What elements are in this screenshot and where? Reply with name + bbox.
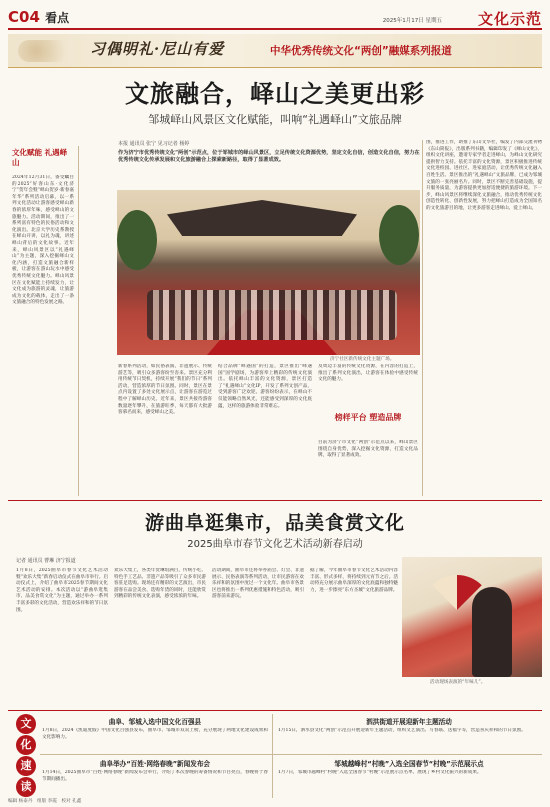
story1-column-1: 新春系列活动，如民俗表演、非遗展示、传统游艺等，吸引众多游客纷至沓来。景区充分利用传统节日契机，持续开展“我们的节日”系列活动，营造浓厚的节日氛围。同时，景区在景点内设置了多处文化展示点，让游客在游览过程中了解峄山历史。近年来，景区共接待游客数量逐年攀升，在旅游旺季，每天都有大批游客慕名而来，感受峄山之美。 (118, 364, 212, 416)
photo-tree (379, 205, 419, 265)
brief-body: 1月15日，泗水县文化“两创”示范点开展迎新年主题活动，组织文艺演出、写春联、送福字等，营造喜庆祥和的节日氛围。 (278, 728, 526, 733)
issue-date: 2025年1月17日 星期五 (382, 18, 442, 24)
story1-lead: 作为济宁市优秀传统文化“两创”示范点，位于邹城市的峄山风景区，立足传统文化资源优势，坚定文化自信，创造文化自信，努力在优秀传统文化传承发展和文化旅游融合上探索新路径，取得了显著成效。 (118, 150, 420, 164)
column-divider (422, 140, 423, 496)
brief-body: 1月7日，邹城市越峰村“村晚”入选全国春节“村晚”示范展示点名单，展现了乡村文化振兴的新成果。 (278, 770, 482, 775)
story1-headline: 文旅融合，峄山之美更出彩 (125, 80, 425, 108)
story2-column-4: 据了解，今年曲阜市春节文化艺术活动内容丰富、形式多样，将持续到元宵节之后。活动将充分展示曲阜深厚的文化底蕴和独特魅力，进一步擦亮“东方圣城”文化旅游品牌。 (310, 568, 398, 593)
side-story-title: 文化赋能 礼遇峄山 (12, 148, 68, 167)
brief-title: 邹城越峰村“村晚”入选全国春节“村晚”示范展示点 (334, 760, 484, 768)
story1-column-3-top: 及周边丰富的传统文化资源，在内容的打造上，推出了系列文化演出，让游客在体验中感受传统文化的魅力。 (318, 364, 418, 383)
briefs-label-char: 读 (16, 777, 36, 797)
briefs-label-char: 化 (16, 735, 36, 755)
story1-column-2: 结合品牌“峄遇国”的打造，景区推出“峄遇国”国学剧场，为游客奉上精彩的传统文化演出。依托峄山丰富的文化资源，景区打造了“礼遇峄山”文化IP，开发了系列文创产品，受到游客广泛欢迎。游客纷纷表示，在峄山不仅能领略自然风光，还能感受到深厚的文化底蕴，这样的旅游体验非常难忘。 (218, 364, 312, 409)
story1-column-3: 目前为济宁市文化“两创”示范点以来，峄山景区围绕自身优势，深入挖掘文化资源，打造文化品牌，取得了显著成效。 (318, 440, 418, 459)
story1-photo (117, 190, 420, 355)
brief-body: 1月8日，2024《凯迪度假》中国文化百强县发布，曲阜市、邹城市双双上榜，充分展现了两地文化建设成果和文化影响力。 (42, 728, 268, 740)
story2-column-2: 欢乐大集上，各类年货琳琅满目，传统小吃、特色手工艺品、非遗产品等吸引了众多市民游客驻足选购。现场还有精彩的文艺演出，市民游客在品尝美食、选购年货的同时，还能欣赏到精彩的传统文化表演，感受浓浓的年味。 (114, 568, 206, 600)
story1-section-heading: 榜样平台 塑造品牌 (334, 412, 402, 422)
story2-column-3: 活动期间，曲阜市还将举办庙会、灯会、非遗展示、民俗表演等系列活动，让市民游客在欢乐祥和的氛围中度过一个文化年。曲阜市各景区也将推出一系列优惠措施和特色活动，吸引游客前来游玩。 (212, 568, 304, 600)
story1-right-column: 围，推进工作，助推了东山文华社，编发了内部交流刊物《东山简报》，出版系列书籍，编辑印发了《峄山文化》，组织文化讲座，邀请专家学者走进峄山，为峄山文化研究提供智力支持。依托丰富的文化资源，景区积极推进传统文化进校园、进社区、进家庭活动，让优秀传统文化融入百姓生活。景区推出的“礼遇峄山”文旅品牌，已成为邹城文旅的一张亮丽名片。同时，景区不断完善基础设施，提升服务质量，为游客提供更加舒适便捷的旅游环境。下一步，峄山风景区将继续深化文旅融合，推动优秀传统文化创造性转化、创新性发展，努力把峄山打造成为全国知名的文化旅游目的地，让更多游客走进峄山、爱上峄山。 (426, 140, 542, 211)
masthead (8, 8, 542, 30)
photo-crowd (147, 290, 397, 340)
story2-headline: 游曲阜逛集市，品美食赏文化 (144, 512, 405, 534)
briefs-divider (40, 754, 542, 755)
story2-photo (402, 557, 542, 677)
brief-body: 1月14日，2025曲阜市“百姓·网络春晚”新闻发布会举行，介绍了本次春晚的筹备情况和节目亮点，春晚将于春节期间播出。 (42, 770, 268, 782)
brief-title: 曲阜、邹城入选中国文化百强县 (108, 718, 202, 726)
story1-photo-caption: 济宁社区新传统文化主题广场。 (330, 357, 395, 362)
photo-performer (472, 587, 512, 677)
banner-calligraphy: 习偶明礼·尼山有爱 (90, 40, 225, 58)
photo-tree (117, 210, 157, 270)
paper-name: 文化示范 (477, 10, 542, 28)
page-number: C04 看点 (8, 8, 70, 26)
story2-subhead: 2025曲阜市春节文化艺术活动新春启动 (187, 539, 363, 550)
column-divider (78, 146, 79, 496)
story2-column-1: 1月8日，2025曲阜市春节文化艺术活动暨“欢乐大集”新春启动仪式在曲阜市举行。启动仪式上，介绍了曲阜市2025春节期间文化艺术活动的安排。本次活动以“游曲阜逛集市、品美食赏文化”为主题，通过举办一系列丰富多彩的文化活动，营造欢乐祥和的节日氛围。 (16, 568, 108, 613)
editor-credits: 编辑 杨泰丹 组版 李霞 校对 孔鑫 (8, 799, 82, 804)
story2-photo-caption: 活动现场表演的“年味儿”。 (430, 680, 486, 685)
side-story-body: 2024年12月31日，备受瞩目的2025“好客山东·文化济宁”贺年会暨“峄山贺岁·新春嘉年华”系列活动启幕，以一系列文化活动让游客感受峄山新春的浓厚年味，感受峄山的文旅魅力。活动期间，推出了一系列富有特色的民俗活动和文化演出。北京大学历史系教授在峄山开讲，以礼为魂，讲述峄山背后的文化故事。近年来，峄山风景区以“礼遇峄山”为主题，深入挖掘峄山文化内涵，打造文旅融合新样板，让游客在游山玩水中感受优秀传统文化魅力。峄山风景区在文化赋能上持续发力，让文化成为旅游的灵魂，让旅游成为文化的载体，走出了一条文旅融合的特色发展之路。 (12, 175, 74, 306)
column-banner (8, 34, 542, 68)
banner-column-title: 中华优秀传统文化“两创”融媒系列报道 (270, 45, 452, 57)
briefs-label (8, 712, 36, 796)
section-rule (8, 500, 542, 501)
section-rule (8, 710, 542, 711)
story1-subhead: 邹城峄山风景区文化赋能，叫响“礼遇峄山”文旅品牌 (148, 113, 402, 126)
briefs-divider (272, 714, 273, 798)
banner-decoration (18, 40, 78, 62)
brief-title: 泗洪街道开展迎新年主题活动 (366, 718, 452, 726)
story2-byline: 记者 通讯员 曹琳 济宁报道 (16, 558, 76, 564)
briefs-label-char: 文 (16, 714, 36, 734)
briefs-label-char: 速 (16, 756, 36, 776)
story1-byline: 本报 通讯员 张宁 见习记者 杨婷 (118, 141, 190, 147)
brief-title: 曲阜举办“百姓·网络春晚”新闻发布会 (99, 760, 211, 768)
photo-temple-roof (167, 200, 357, 236)
